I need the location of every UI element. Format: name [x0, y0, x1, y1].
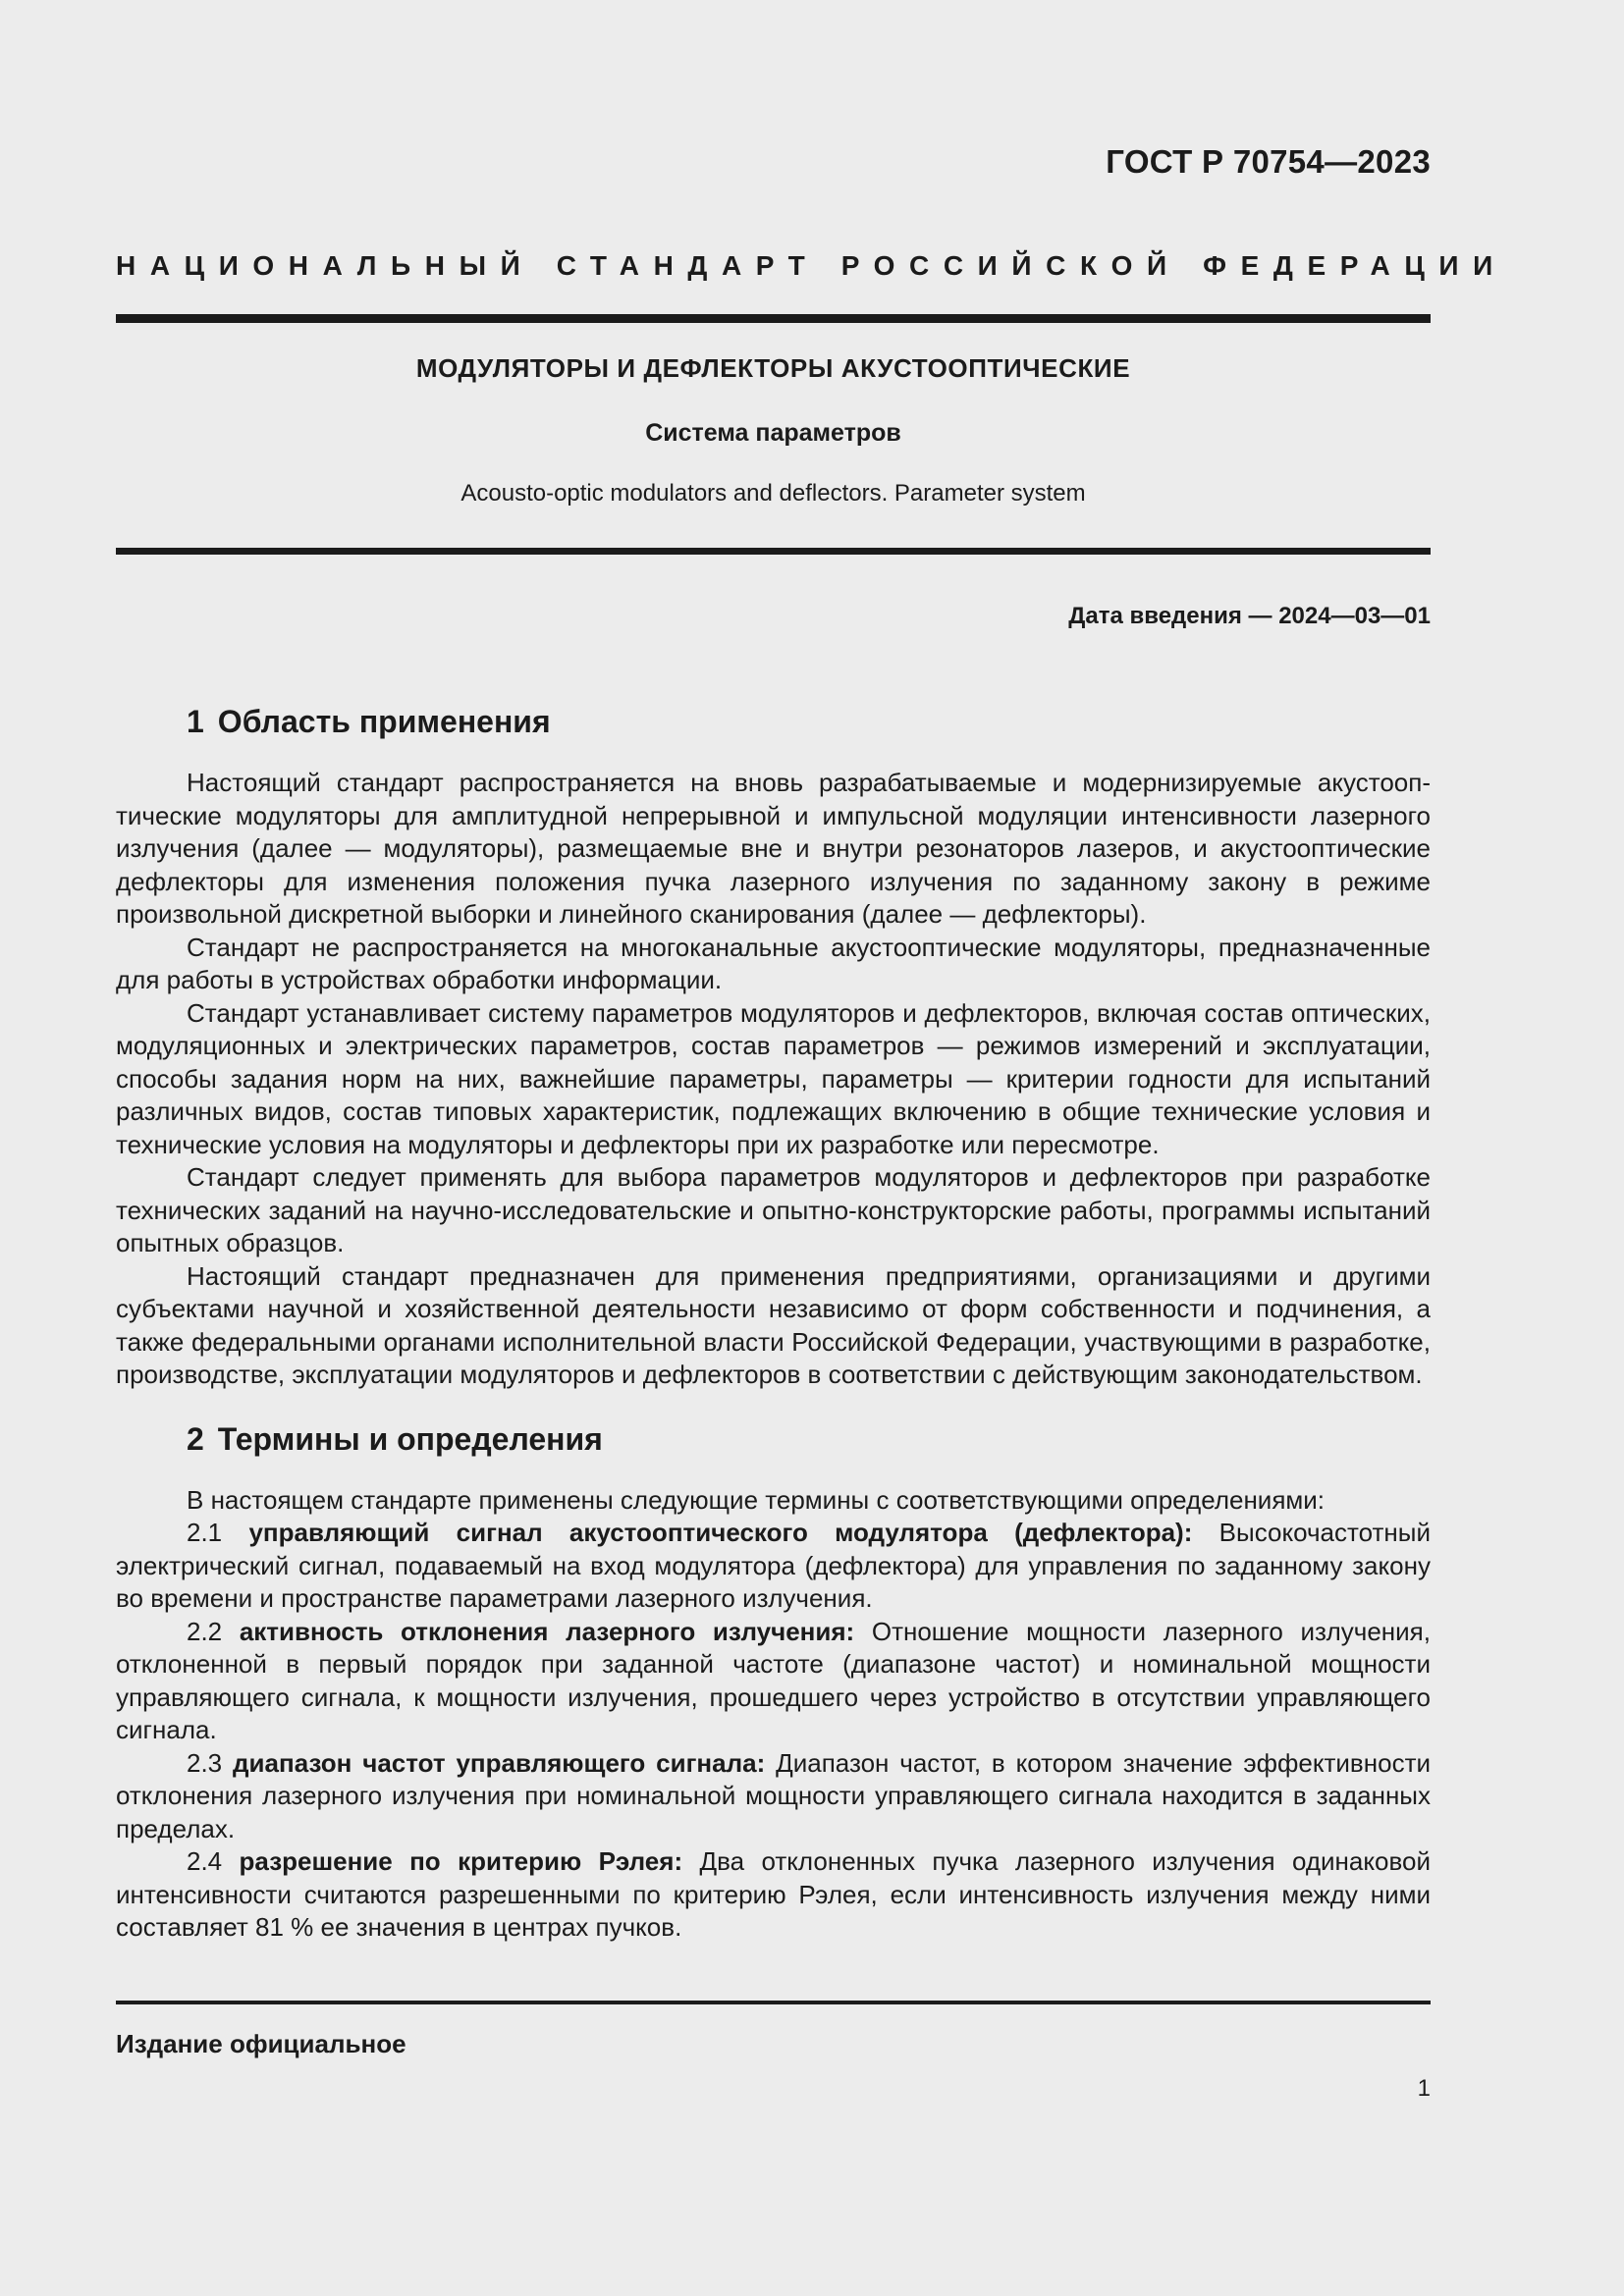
section-title: Термины и определения [217, 1420, 603, 1457]
document-title: МОДУЛЯТОРЫ И ДЕФЛЕКТОРЫ АКУСТООПТИЧЕСКИЕ [415, 353, 1131, 383]
term-definition: Два отклоненных пучка лазерного излучения одинаковой интенсивности считаются разрешенными по критерию Рэлея, если интенсивность излучения между ними составляет 81 % ее значения в центрах пучков. [116, 1846, 1431, 1942]
term-number: 2.4 [187, 1846, 223, 1876]
national-standard-heading: НАЦИОНАЛЬНЫЙ СТАНДАРТ РОССИЙСКОЙ ФЕДЕРАЦИИ [116, 250, 1507, 281]
term-number: 2.3 [187, 1747, 223, 1778]
term-entry [116, 1517, 1431, 1616]
introduction-date: Дата введения — 2024—03—01 [1068, 603, 1431, 629]
term-definition: Высокочастотный электрический сигнал, подаваемый на вход модулятора (дефлектора) для управления по заданному закону во времени и пространстве параметрами лазерного излучения. [116, 1518, 1431, 1613]
paragraph: Настоящий стандарт распространяется на вновь разрабатываемые и модернизируемые акустооптические модуляторы для амплитудной непрерывной и импульсной модуляции интенсивности лазерного излучения (далее — модуляторы), размещаемые вне и внутри резонаторов лазеров, и акустооптические дефлекторы для изменения положения пучка лазерного излучения по заданному закону в режиме произвольной дискретной выборки и линейного сканирования (далее — дефлекторы). [116, 768, 1431, 929]
paragraph: Стандарт следует применять для выбора параметров модуляторов и дефлекторов при разработке технических заданий на научно-исследовательские и опытно-конструкторские работы, программы испытаний опытных образцов. [116, 1162, 1431, 1257]
paragraph: Стандарт устанавливает систему параметров модуляторов и дефлекторов, включая состав оптических, модуляционных и электрических параметров, состав параметров — режимов измерений и эксплуатации, способы задания норм на них, важнейшие параметры, параметры — критерии годности для испытаний различных видов, состав типовых характеристик, подлежащих включению в общие технические условия и технические условия на модуляторы и дефлекторы при их разработке или пересмотре. [116, 997, 1431, 1159]
section-heading-scope [116, 702, 1431, 741]
top-rule [116, 314, 1431, 323]
terms-intro: В настоящем стандарте применены следующие термины с соответствующими определениями: [187, 1484, 1326, 1515]
english-title: Acousto-optic modulators and deflectors. Parameter system [460, 480, 1086, 507]
page-number: 1 [1417, 2075, 1431, 2102]
section-number: 1 [187, 704, 204, 739]
term-name: разрешение по критерию Рэлея: [239, 1846, 683, 1876]
paragraph: Стандарт не распространяется на многоканальные акустооптические модуляторы, предназначенные для работы в устройствах обработки информации. [116, 932, 1431, 994]
document-subtitle: Система параметров [645, 419, 901, 447]
official-edition-label: Издание официальное [116, 2029, 406, 2058]
term-definition: Отношение мощности лазерного излучения, отклоненной в первый порядок при заданной частоте (диапазоне частот) и номинальной мощности управляющего сигнала, к мощности излучения, прошедшего через устройство в отсутствии управляющего сигнала. [116, 1616, 1431, 1744]
term-number: 2.1 [187, 1518, 223, 1547]
term-entry [116, 1845, 1431, 1945]
paragraph: Настоящий стандарт предназначен для применения предприятиями, организациями и другими субъектами научной и хозяйственной деятельности независимо от форм собственности и подчинения, а также федеральными органами исполнительной власти Российской Федерации, участвующими в разработке, производстве, эксплуатации модуляторов и дефлекторов в соответствии с действующим законодательством. [116, 1260, 1431, 1389]
section-number: 2 [187, 1420, 204, 1457]
term-number: 2.2 [187, 1616, 223, 1646]
term-definition: Диапазон частот, в котором значение эффективности отклонения лазерного излучения при номинальной мощности управляющего сигнала находится в заданных пределах. [116, 1747, 1431, 1843]
document-number: ГОСТ Р 70754—2023 [1106, 143, 1431, 180]
section-heading-terms [116, 1419, 1431, 1459]
title-rule [116, 548, 1431, 555]
footer-rule [116, 2001, 1431, 2004]
term-entry [116, 1747, 1431, 1846]
section-title: Область применения [217, 704, 551, 739]
term-name: активность отклонения лазерного излучения: [239, 1616, 855, 1646]
term-name: диапазон частот управляющего сигнала: [233, 1747, 766, 1778]
document-body [116, 702, 1431, 1945]
term-name: управляющий сигнал акустооптического модулятора (дефлектора): [248, 1518, 1193, 1547]
term-entry [116, 1616, 1431, 1747]
